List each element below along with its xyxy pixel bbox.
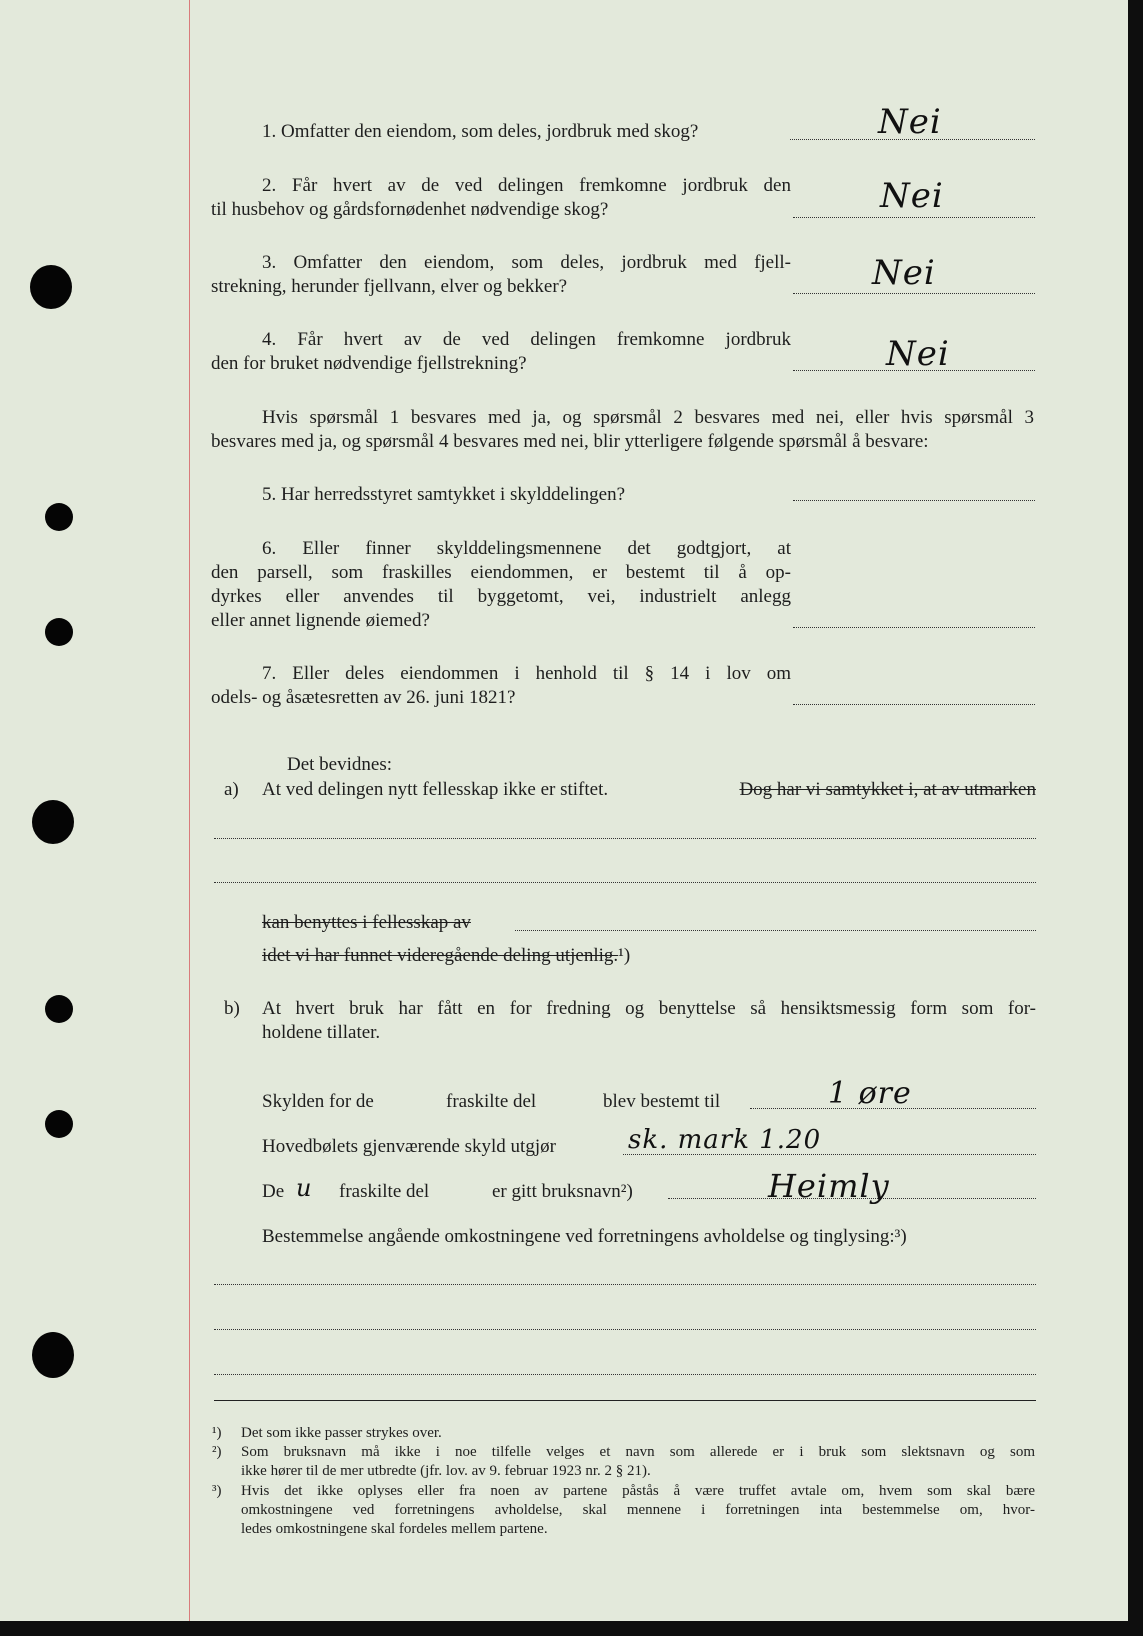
footnote-3-line-3: ledes omkostningene skal fordeles mellem partene. bbox=[241, 1521, 548, 1537]
punch-hole bbox=[32, 1332, 74, 1378]
question-2-line-1: 2. Får hvert av de ved delingen fremkomne jordbruk den bbox=[262, 175, 791, 196]
answer-line-5 bbox=[793, 500, 1035, 501]
answer-2: Nei bbox=[880, 176, 944, 216]
footnote-3-line-1: Hvis det ikke oplyses eller fra noen av partene påstås å være truffet avtale om, hvem som skal bære bbox=[241, 1483, 1035, 1499]
footnote-3-mark: ³) bbox=[212, 1483, 222, 1499]
condition-line-1: Hvis spørsmål 1 besvares med ja, og spørsmål 2 besvares med nei, eller hvis spørsmål 3 bbox=[262, 407, 1034, 428]
skyld-label-1: Skylden for de bbox=[262, 1091, 374, 1112]
attest-b-line-1: At hvert bruk har fått en for fredning og benyttelse så hensiktsmessig form som for- bbox=[262, 998, 1036, 1019]
navn-label-2: fraskilte del bbox=[339, 1181, 430, 1202]
footnote-1-mark: ¹) bbox=[212, 1425, 222, 1441]
navn-label-3: er gitt bruksnavn²) bbox=[492, 1181, 633, 1202]
attest-a-struck-2: kan benyttes i fellesskap av bbox=[262, 912, 471, 933]
question-6-line-1: 6. Eller finner skylddelingsmennene det godtgjort, at bbox=[262, 538, 791, 559]
question-2-line-2: til husbehov og gårdsfornødenhet nødvendige skog? bbox=[211, 199, 609, 220]
question-7-line-2: odels- og åsætesretten av 26. juni 1821? bbox=[211, 687, 516, 708]
punch-hole bbox=[45, 995, 73, 1023]
attest-heading: Det bevidnes: bbox=[287, 754, 393, 775]
attest-b-label: b) bbox=[224, 998, 240, 1019]
navn-label-1: De bbox=[262, 1181, 285, 1202]
answer-1: Nei bbox=[878, 102, 942, 142]
hoved-label: Hovedbølets gjenværende skyld utgjør bbox=[262, 1136, 556, 1157]
skyld-value: 1 øre bbox=[828, 1076, 912, 1111]
answer-line-6 bbox=[793, 627, 1035, 628]
navn-value: Heimly bbox=[768, 1167, 890, 1205]
blank-line bbox=[214, 1284, 1036, 1285]
question-7-line-1: 7. Eller deles eiendommen i henhold til § 14 i lov om bbox=[262, 663, 791, 684]
blank-line bbox=[515, 930, 1036, 931]
answer-4: Nei bbox=[886, 334, 950, 374]
hoved-value: sk. mark 1.20 bbox=[628, 1125, 822, 1155]
answer-line-7 bbox=[793, 704, 1035, 705]
blank-line bbox=[214, 882, 1036, 883]
question-3-line-2: strekning, herunder fjellvann, elver og bekker? bbox=[211, 276, 568, 297]
question-4-line-1: 4. Får hvert av de ved delingen fremkomne jordbruk bbox=[262, 329, 791, 350]
skyld-label-2: fraskilte del bbox=[446, 1091, 537, 1112]
punch-hole bbox=[45, 503, 73, 531]
footnote-2-line-1: Som bruksnavn må ikke i noe tilfelle velges et navn som allerede er i bruk som slektsnavn og som bbox=[241, 1444, 1035, 1460]
answer-3: Nei bbox=[872, 253, 936, 293]
footnote-divider bbox=[214, 1400, 1036, 1401]
attest-a-statement: At ved delingen nytt fellesskap ikke er stiftet. bbox=[262, 779, 609, 800]
footnote-2-mark: ²) bbox=[212, 1444, 222, 1460]
question-1: 1. Omfatter den eiendom, som deles, jordbruk med skog? bbox=[262, 121, 699, 142]
punch-hole bbox=[30, 265, 72, 309]
question-6-line-2: den parsell, som fraskilles eiendommen, er bestemt til å op- bbox=[211, 562, 791, 583]
blank-line bbox=[214, 838, 1036, 839]
question-6-line-4: eller annet lignende øiemed? bbox=[211, 610, 430, 631]
attest-a-struck: Dog har vi samtykket i, at av utmarken bbox=[739, 779, 1036, 800]
punch-hole bbox=[45, 1110, 73, 1138]
answer-line-2 bbox=[793, 217, 1035, 218]
condition-line-2: besvares med ja, og spørsmål 4 besvares med nei, blir ytterligere følgende spørsmål å besvare: bbox=[211, 431, 929, 452]
attest-b-line-2: holdene tillater. bbox=[262, 1022, 381, 1043]
footnote-1: Det som ikke passer strykes over. bbox=[241, 1425, 442, 1441]
question-4-line-2: den for bruket nødvendige fjellstrekning? bbox=[211, 353, 527, 374]
navn-inserted: u bbox=[296, 1174, 313, 1202]
footnote-ref-1: ¹) bbox=[618, 945, 631, 966]
margin-rule bbox=[189, 0, 190, 1621]
skyld-label-3: blev bestemt til bbox=[603, 1091, 721, 1112]
attest-a-text bbox=[262, 778, 1036, 802]
question-3-line-1: 3. Omfatter den eiendom, som deles, jordbruk med fjell- bbox=[262, 252, 791, 273]
footnote-3-line-2: omkostningene ved forretningens avholdelse, skal mennene i forretningen inta bestemmelse om, hvor- bbox=[241, 1502, 1035, 1518]
punch-hole bbox=[45, 618, 73, 646]
attest-a-struck-3: idet vi har funnet videregående deling utjenlig. bbox=[262, 945, 619, 966]
blank-line bbox=[214, 1374, 1036, 1375]
punch-hole bbox=[32, 800, 74, 844]
question-6-line-3: dyrkes eller anvendes til byggetomt, vei, industrielt anlegg bbox=[211, 586, 791, 607]
bestemmelse-label: Bestemmelse angående omkostningene ved forretningens avholdelse og tinglysing:³) bbox=[262, 1226, 907, 1247]
answer-line-3 bbox=[793, 293, 1035, 294]
question-5: 5. Har herredsstyret samtykket i skylddelingen? bbox=[262, 484, 626, 505]
blank-line bbox=[214, 1329, 1036, 1330]
attest-a-label: a) bbox=[224, 779, 239, 800]
attest-a-struck-3-row bbox=[262, 944, 630, 968]
footnote-2-line-2: ikke hører til de mer utbredte (jfr. lov. av 9. februar 1923 nr. 2 § 21). bbox=[241, 1463, 651, 1479]
